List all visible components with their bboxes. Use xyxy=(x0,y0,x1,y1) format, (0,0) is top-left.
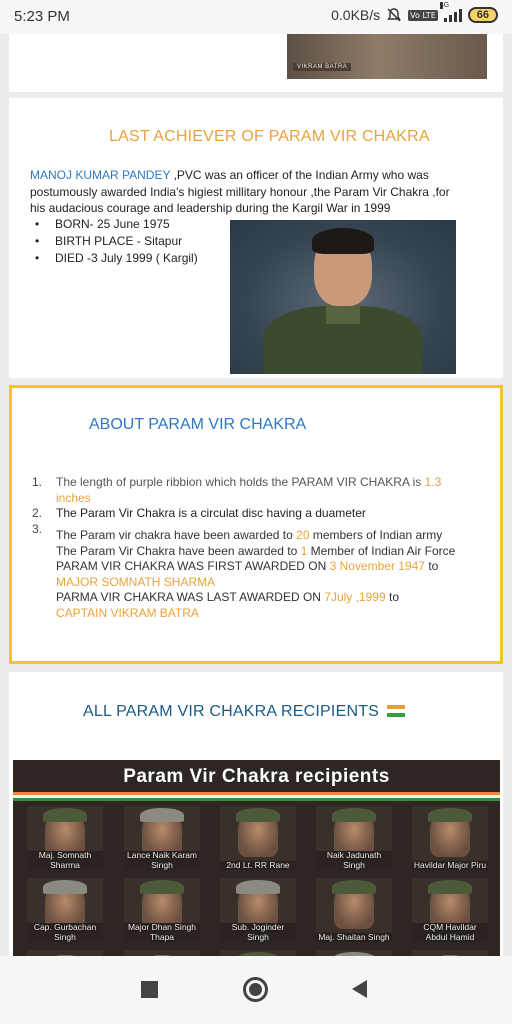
vikram-batra-card xyxy=(9,34,503,92)
item-number: 1. xyxy=(32,475,43,489)
description-line: his audacious courage and leadership during the Kargil War in 1999 xyxy=(30,201,391,215)
about-item-1 xyxy=(32,475,472,506)
signal-icon xyxy=(439,2,462,22)
detail-first-awarded: PARAM VIR CHAKRA WAS FIRST AWARDED ON 3 November 1947 to xyxy=(56,559,439,574)
last-achiever-heading: LAST ACHIEVER OF PARAM VIR CHAKRA xyxy=(109,128,430,145)
poster-title: Param Vir Chakra recipients xyxy=(123,766,390,787)
recipient-tile: Naik Jadunath Singh xyxy=(316,806,392,870)
about-card xyxy=(9,385,503,664)
description-line: postumously awarded India's higiest millitary honour ,the Param Vir Chakra ,for xyxy=(30,184,450,199)
item-number: 3. xyxy=(32,521,43,536)
volte-icon: Vo LTE xyxy=(410,10,436,20)
navigation-bar xyxy=(0,956,512,1024)
last-achiever-card xyxy=(9,98,503,378)
about-heading: ABOUT PARAM VIR CHAKRA xyxy=(89,416,307,433)
about-details xyxy=(56,528,486,622)
item-2-text: The Param Vir Chakra is a circulat disc having a duameter xyxy=(56,506,366,520)
detail-last-awarded: PARMA VIR CHAKRA WAS LAST AWARDED ON 7July ,1999 to xyxy=(56,590,400,605)
status-bar xyxy=(0,0,512,34)
achiever-facts xyxy=(33,216,198,267)
india-flag-icon xyxy=(387,705,405,717)
recipient-tile: Maj. Shaitan Singh xyxy=(316,878,392,942)
recipients-heading: ALL PARAM VIR CHAKRA RECIPIENTS xyxy=(83,703,405,721)
recipient-tile: Sub. Joginder Singh xyxy=(220,878,296,942)
mute-notification-icon xyxy=(386,7,402,23)
fact-birth-place: • BIRTH PLACE - Sitapur xyxy=(33,233,198,250)
status-indicators xyxy=(331,2,498,23)
recipient-tile: Cap. Gurbachan Singh xyxy=(27,878,103,942)
detail-first-recipient: MAJOR SOMNATH SHARMA xyxy=(56,574,216,589)
recipient-tile: Lance Naik Karam Singh xyxy=(124,806,200,870)
detail-last-recipient: CAPTAIN VIKRAM BATRA xyxy=(56,605,199,620)
vikram-batra-photo xyxy=(287,34,487,79)
detail-air-force: The Param Vir Chakra have been awarded to 1 Member of Indian Air Force xyxy=(56,543,456,558)
tricolor-band xyxy=(13,792,500,801)
manoj-kumar-pandey-photo xyxy=(230,220,456,374)
back-button[interactable] xyxy=(352,980,367,998)
battery-icon: 66 xyxy=(468,7,498,23)
home-button[interactable] xyxy=(243,977,268,1002)
item-1-unit: inches xyxy=(56,490,91,505)
recents-button[interactable] xyxy=(141,981,158,998)
network-type: 4G xyxy=(439,2,450,9)
achiever-description xyxy=(30,167,492,217)
photo-caption: VIKRAM BATRA xyxy=(293,63,351,71)
status-time: 5:23 PM xyxy=(14,8,70,25)
detail-army: The Param vir chakra have been awarded to 20 members of Indian army xyxy=(56,528,443,542)
item-number: 2. xyxy=(32,506,43,520)
recipients-card xyxy=(9,672,503,956)
recipient-tile: Major Dhan Singh Thapa xyxy=(124,878,200,942)
recipient-tile: CQM Havildar Abdul Hamid xyxy=(412,878,488,942)
item-1-text: The length of purple ribbion which holds the PARAM VIR CHAKRA is xyxy=(56,475,425,489)
recipient-tile: 2nd Lt. RR Rane xyxy=(220,806,296,870)
item-1-value: 1.3 xyxy=(424,475,442,489)
recipient-tile: Maj. Somnath Sharma xyxy=(27,806,103,870)
about-item-2 xyxy=(32,506,472,522)
fact-born: • BORN- 25 June 1975 xyxy=(33,216,198,233)
achiever-name: MANOJ KUMAR PANDEY xyxy=(30,168,171,182)
recipients-poster xyxy=(13,760,500,956)
description-line: ,PVC was an officer of the Indian Army who was xyxy=(170,168,429,182)
page-content[interactable] xyxy=(0,34,512,956)
fact-died: • DIED -3 July 1999 ( Kargil) xyxy=(33,250,198,267)
net-speed: 0.0KB/s xyxy=(331,7,381,23)
recipient-tile: Havildar Major Piru xyxy=(412,806,488,870)
